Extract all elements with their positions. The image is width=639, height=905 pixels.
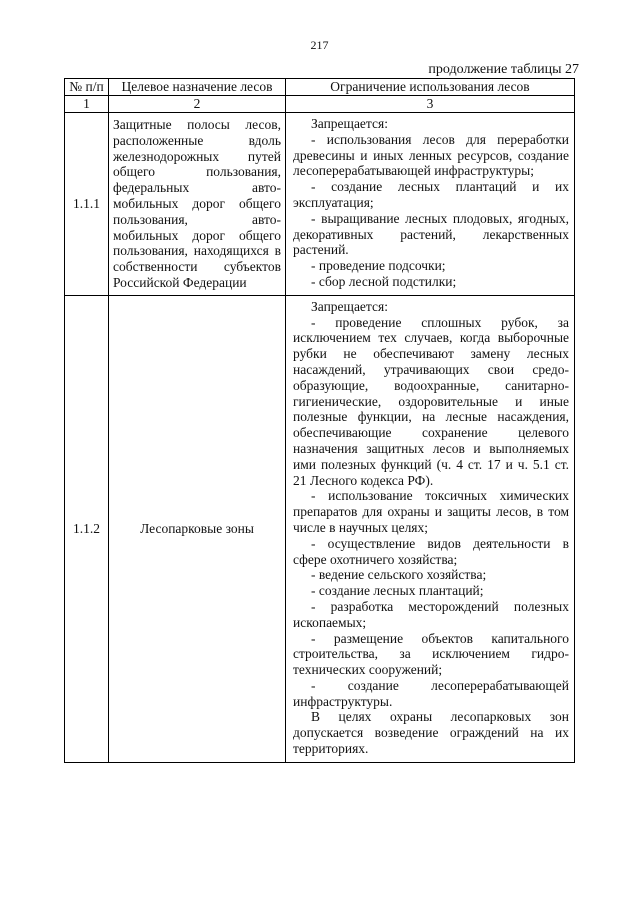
restriction-heading: Запрещается: — [311, 298, 388, 314]
page-number: 217 — [310, 38, 329, 52]
table-row — [65, 113, 575, 296]
restriction-item: - проведение подсочки; — [311, 258, 446, 274]
row-purpose — [109, 113, 286, 296]
row-purpose: Лесопарковые зоны — [109, 295, 286, 762]
restriction-item: - использование токсичных химических препаратов для охраны и защиты лесов, в том числе в научных целях; — [293, 488, 569, 535]
restriction-item: - создание лесных плантаций; — [311, 583, 484, 599]
restriction-item: - проведение сплошных рубок, за исключением тех случаев, когда выборочные рубки не обеспечивают замену лесных насаждений, утрачивающих свои средо-образующие, водоохранные, санитарно-гигиенические, оздоровительные и иные полезные функции, на лесные насаждения, обеспечивающие сохранение целевого назначения защитных лесов и выполняемых ими полезных функций (ч. 4 ст. 17 и ч. 5.1 ст. 21 Лесного кодекса РФ). — [293, 314, 569, 488]
restriction-item: - разработка месторождений полезных ископаемых; — [293, 598, 569, 630]
column-number-row — [65, 96, 575, 113]
header-number: № п/п — [65, 79, 109, 96]
restriction-item: - осуществление видов деятельности в сфере охотничего хозяйства; — [293, 535, 569, 567]
table-caption: продолжение таблицы 27 — [428, 62, 579, 77]
restriction-item: - создание лесоперерабатывающей инфраструктуры. — [293, 677, 569, 709]
header-row — [65, 79, 575, 96]
restriction-item: - создание лесных плантаций и их эксплуатация; — [293, 179, 569, 210]
forest-restrictions-table — [64, 78, 575, 763]
restriction-item: - размещение объектов капитального строительства, за исключением гидро-технических сооружений; — [293, 630, 569, 678]
restriction-heading: Запрещается: — [311, 116, 388, 131]
column-number-3: 3 — [286, 96, 575, 113]
row-number: 1.1.2 — [65, 295, 109, 762]
row-restrictions — [286, 113, 575, 296]
column-number-2: 2 — [109, 96, 286, 113]
header-restrictions: Ограничение использования лесов — [286, 79, 575, 96]
header-purpose: Целевое назначение лесов — [109, 79, 286, 96]
restriction-item: - использования лесов для переработки древесины и иных ленных ресурсов, создание лесоперерабатывающей инфраструктуры; — [293, 131, 569, 179]
row-number: 1.1.1 — [65, 113, 109, 296]
restriction-item: - сбор лесной подстилки; — [311, 273, 457, 289]
column-number-1: 1 — [65, 96, 109, 113]
row-restrictions — [286, 295, 575, 762]
restriction-item: - ведение сельского хозяйства; — [311, 567, 487, 583]
purpose-text: Защитные полосы лесов, расположенные вдоль железнодорожных путей общего пользования, федеральных авто-мобильных дорог общего пользования, авто-мобильных дорог общего пользования, находящихся в собственности субъектов Российской Федерации — [113, 117, 281, 290]
restriction-note: В целях охраны лесопарковых зон допускается возведение ограждений на их территориях. — [293, 709, 569, 757]
table-row — [65, 295, 575, 762]
restriction-item: - выращивание лесных плодовых, ягодных, декоративных растений, лекарственных растений. — [293, 210, 569, 258]
